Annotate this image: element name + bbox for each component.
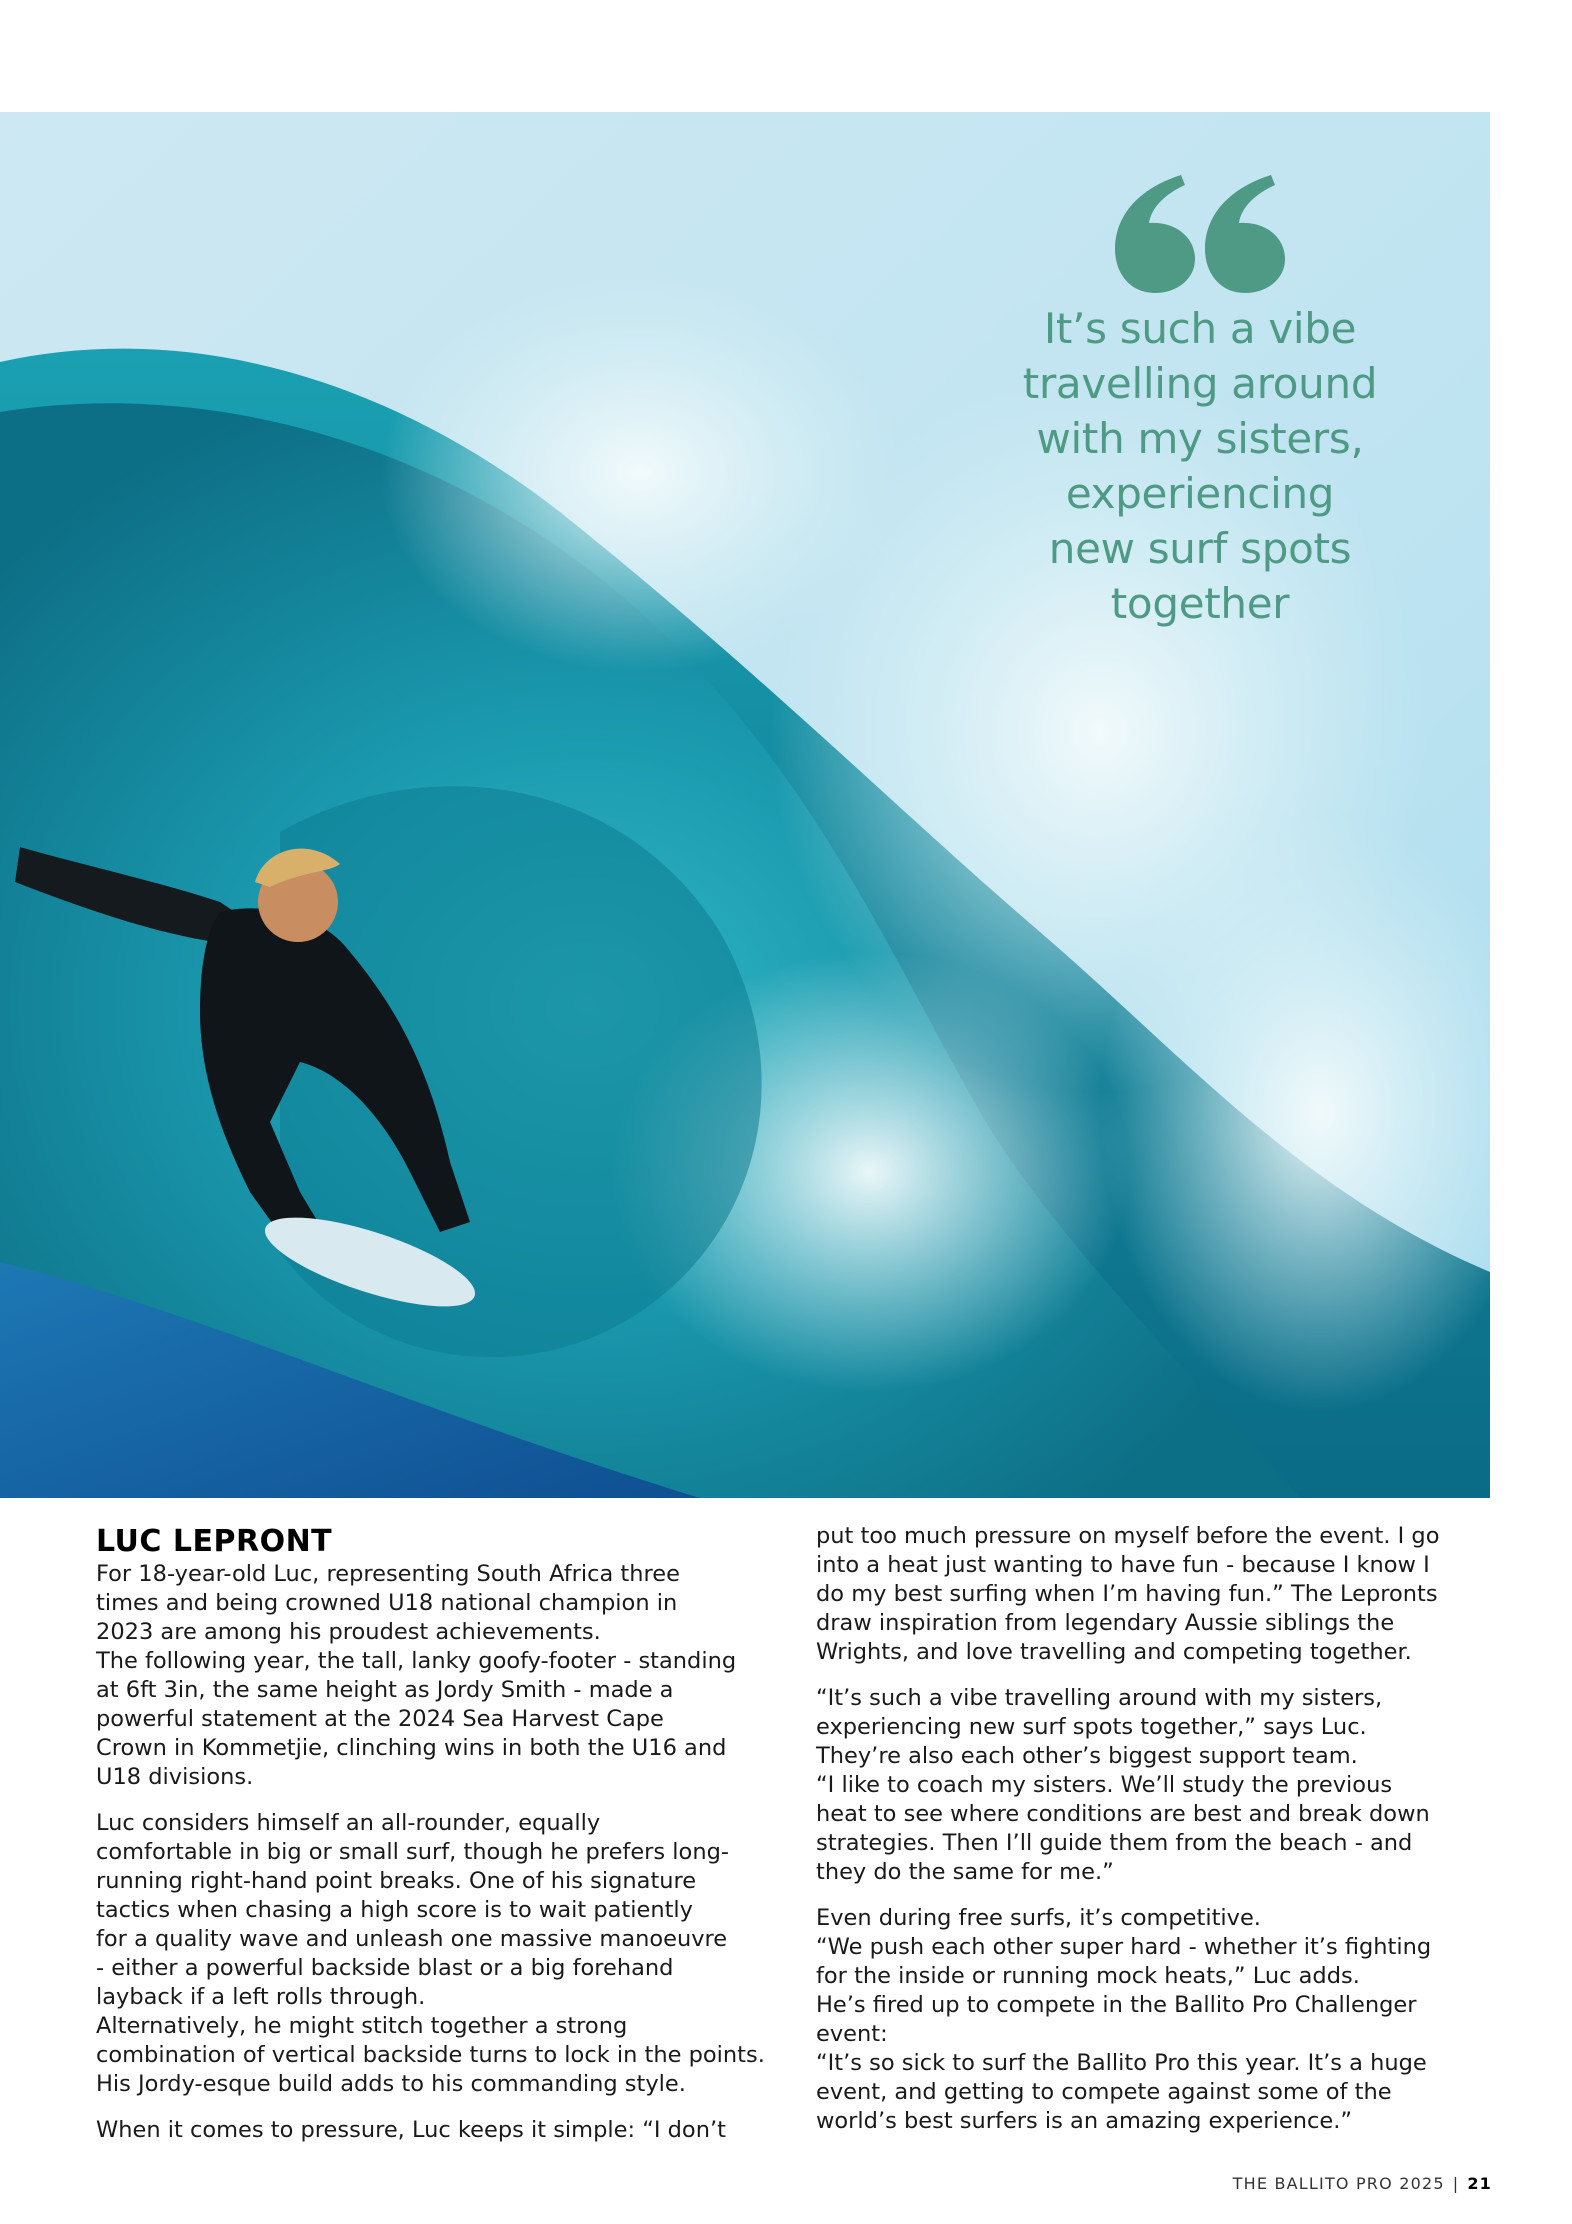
text-line: running right-hand point breaks. One of his signature <box>96 1868 697 1894</box>
article-paragraph <box>96 1560 776 1792</box>
article-paragraph <box>816 1684 1496 1887</box>
text-line: into a heat just wanting to have fun - because I know I <box>816 1552 1430 1578</box>
text-line: for a quality wave and unleash one massive manoeuvre <box>96 1926 728 1952</box>
text-line: Crown in Kommetjie, clinching wins in both the U16 and <box>96 1735 727 1761</box>
text-line: “I like to coach my sisters. We’ll study the previous <box>816 1772 1393 1798</box>
double-quote-open-icon <box>1115 175 1285 293</box>
text-line: combination of vertical backside turns to lock in the points. <box>96 2042 765 2068</box>
text-line: U18 divisions. <box>96 1764 254 1790</box>
text-line: When it comes to pressure, Luc keeps it simple: “I don’t <box>96 2117 726 2143</box>
article-paragraph <box>816 1522 1496 1667</box>
text-line: “We push each other super hard - whether it’s fighting <box>816 1934 1432 1960</box>
footer-separator: | <box>1452 2174 1460 2193</box>
text-line: For 18-year-old Luc, representing South Africa three <box>96 1561 680 1587</box>
text-line: tactics when chasing a high score is to wait patiently <box>96 1897 693 1923</box>
text-line: times and being crowned U18 national champion in <box>96 1590 678 1616</box>
page-number: 21 <box>1467 2174 1492 2193</box>
text-line: His Jordy-esque build adds to his commanding style. <box>96 2071 686 2097</box>
text-line: they do the same for me.” <box>816 1859 1114 1885</box>
text-line: do my best surfing when I’m having fun.” The Lepronts <box>816 1581 1438 1607</box>
text-line: for the inside or running mock heats,” Luc adds. <box>816 1963 1360 1989</box>
text-line: event: <box>816 2021 888 2047</box>
text-line: He’s fired up to compete in the Ballito Pro Challenger <box>816 1992 1417 2018</box>
text-line: strategies. Then I’ll guide them from the beach - and <box>816 1830 1413 1856</box>
pull-quote-line: new surf spots <box>1048 524 1352 573</box>
text-line: heat to see where conditions are best and break down <box>816 1801 1430 1827</box>
text-line: The following year, the tall, lanky goofy-footer - standing <box>96 1648 737 1674</box>
text-line: powerful statement at the 2024 Sea Harvest Cape <box>96 1706 664 1732</box>
text-line: “It’s such a vibe travelling around with my sisters, <box>816 1685 1383 1711</box>
pull-quote-line: travelling around <box>1022 359 1378 408</box>
text-line: Wrights, and love travelling and competing together. <box>816 1639 1412 1665</box>
text-line: put too much pressure on myself before the event. I go <box>816 1523 1440 1549</box>
text-line: “It’s so sick to surf the Ballito Pro this year. It’s a huge <box>816 2050 1427 2076</box>
text-line: Even during free surfs, it’s competitive. <box>816 1905 1261 1931</box>
article-column-left <box>96 1520 776 2162</box>
text-line: comfortable in big or small surf, though he prefers long- <box>96 1839 729 1865</box>
text-line: draw inspiration from legendary Aussie siblings the <box>816 1610 1395 1636</box>
text-line: world’s best surfers is an amazing experience.” <box>816 2108 1353 2134</box>
pull-quote-line: with my sisters, <box>1036 414 1364 463</box>
text-line: Luc considers himself an all-rounder, equally <box>96 1810 601 1836</box>
page-footer <box>1233 2174 1492 2193</box>
text-line: layback if a left rolls through. <box>96 1984 426 2010</box>
article-heading: LUC LEPRONT <box>96 1524 333 1559</box>
text-line: experiencing new surf spots together,” says Luc. <box>816 1714 1367 1740</box>
text-line: 2023 are among his proudest achievements. <box>96 1619 601 1645</box>
article-paragraph <box>96 1809 776 2099</box>
article-paragraph <box>816 1904 1496 2136</box>
text-line: They’re also each other’s biggest support team. <box>816 1743 1358 1769</box>
text-line: at 6ft 3in, the same height as Jordy Smith - made a <box>96 1677 674 1703</box>
article-column-right <box>816 1522 1496 2153</box>
pull-quote-line: together <box>1110 579 1290 628</box>
pull-quote <box>970 175 1430 631</box>
publication-name: THE BALLITO PRO 2025 <box>1232 2174 1445 2193</box>
article-paragraph <box>96 2116 776 2145</box>
text-line: - either a powerful backside blast or a big forehand <box>96 1955 674 1981</box>
text-line: Alternatively, he might stitch together a strong <box>96 2013 628 2039</box>
pull-quote-line: It’s such a vibe <box>1043 304 1357 353</box>
text-line: event, and getting to compete against some of the <box>816 2079 1392 2105</box>
pull-quote-line: experiencing <box>1065 469 1335 518</box>
pull-quote-text <box>970 301 1430 631</box>
